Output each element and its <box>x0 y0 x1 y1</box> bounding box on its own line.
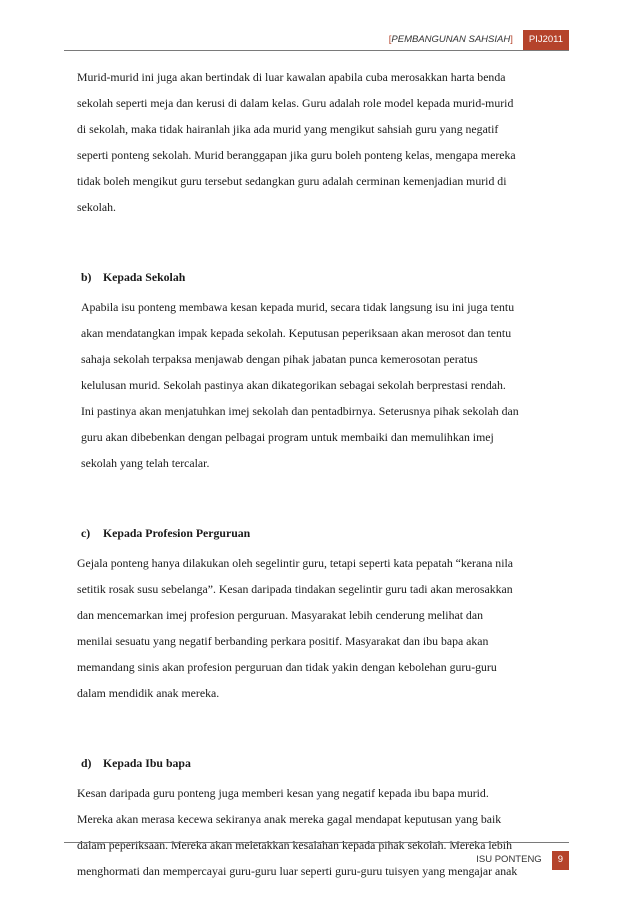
section-letter: c) <box>81 526 91 540</box>
page-body <box>77 64 564 884</box>
section-heading <box>77 520 564 546</box>
text-line: sekolah yang telah tercalar. <box>81 456 210 470</box>
text-line: sahaja sekolah terpaksa menjawab dengan pihak jabatan punca kemerosotan peratus <box>81 352 478 366</box>
text-line: menghormati dan mempercayai guru-guru luar seperti guru-guru tuisyen yang mengajar anak <box>77 864 518 878</box>
header-title <box>389 30 523 50</box>
header-divider <box>64 50 569 51</box>
section-sekolah <box>77 264 564 476</box>
header-bracket-open: [ <box>388 34 392 45</box>
text-line: memandang sinis akan profesion perguruan dan tidak yakin dengan kebolehan guru-guru <box>77 660 497 674</box>
text-line: Apabila isu ponteng membawa kesan kepada murid, secara tidak langsung isu ini juga tentu <box>81 300 515 314</box>
section-title: Kepada Sekolah <box>103 270 186 284</box>
text-line: setitik rosak susu sebelanga”. Kesan daripada tindakan segelintir guru tadi akan merosakkan <box>77 582 513 596</box>
footer-divider <box>64 842 569 843</box>
text-line: sekolah. <box>77 200 116 214</box>
text-line: dan mencemarkan imej profesion perguruan. Masyarakat lebih cenderung melihat dan <box>77 608 483 622</box>
spacer <box>77 706 564 750</box>
header-bracket-close: ] <box>510 34 513 45</box>
header-title-text: PEMBANGUNAN SAHSIAH <box>391 34 511 45</box>
text-line: sekolah seperti meja dan kerusi di dalam kelas. Guru adalah role model kepada murid-murid <box>77 96 514 110</box>
text-line: Ini pastinya akan menjatuhkan imej sekolah dan pentadbirnya. Seterusnya pihak sekolah dan <box>81 404 519 418</box>
section-title: Kepada Profesion Perguruan <box>103 526 251 540</box>
text-line: Gejala ponteng hanya dilakukan oleh segelintir guru, tetapi seperti kata pepatah “kerana nila <box>77 556 513 570</box>
spacer <box>77 220 564 264</box>
section-heading <box>77 750 564 776</box>
text-line: menilai sesuatu yang negatif berbanding perkara positif. Masyarakat dan ibu bapa akan <box>77 634 489 648</box>
intro-paragraph <box>77 64 564 220</box>
header-course-code: PIJ2011 <box>523 30 569 50</box>
text-line: di sekolah, maka tidak hairanlah jika ada murid yang mengikut sahsiah guru yang negatif <box>77 122 499 136</box>
text-line: akan mendatangkan impak kepada sekolah. Keputusan peperiksaan akan merosot dan tentu <box>81 326 512 340</box>
page-footer <box>476 851 569 870</box>
text-line: seperti ponteng sekolah. Murid beranggapan jika guru boleh ponteng kelas, mengapa mereka <box>77 148 516 162</box>
text-line: Murid-murid ini juga akan bertindak di luar kawalan apabila cuba merosakkan harta benda <box>77 70 506 84</box>
text-line: guru akan dibebenkan dengan pelbagai program untuk membaiki dan memulihkan imej <box>81 430 494 444</box>
text-line: Kesan daripada guru ponteng juga memberi kesan yang negatif kepada ibu bapa murid. <box>77 786 489 800</box>
text-line: dalam mendidik anak mereka. <box>77 686 220 700</box>
section-letter: b) <box>81 270 92 284</box>
page-number: 9 <box>552 851 569 870</box>
section-heading <box>77 264 564 290</box>
spacer <box>77 476 564 520</box>
text-line: tidak boleh mengikut guru tersebut sedangkan guru adalah cerminan kemenjadian murid di <box>77 174 507 188</box>
text-line: dalam peperiksaan. Mereka akan meletakkan kesalahan kepada pihak sekolah. Mereka lebih <box>77 838 512 852</box>
text-line: Mereka akan merasa kecewa sekiranya anak mereka gagal mendapat keputusan yang baik <box>77 812 502 826</box>
footer-label: ISU PONTENG <box>476 854 542 865</box>
text-line: kelulusan murid. Sekolah pastinya akan dikategorikan sebagai sekolah berprestasi rendah. <box>81 378 506 392</box>
section-title: Kepada Ibu bapa <box>103 756 191 770</box>
section-profesion-perguruan <box>77 520 564 706</box>
section-letter: d) <box>81 756 92 770</box>
page-header <box>389 30 569 50</box>
